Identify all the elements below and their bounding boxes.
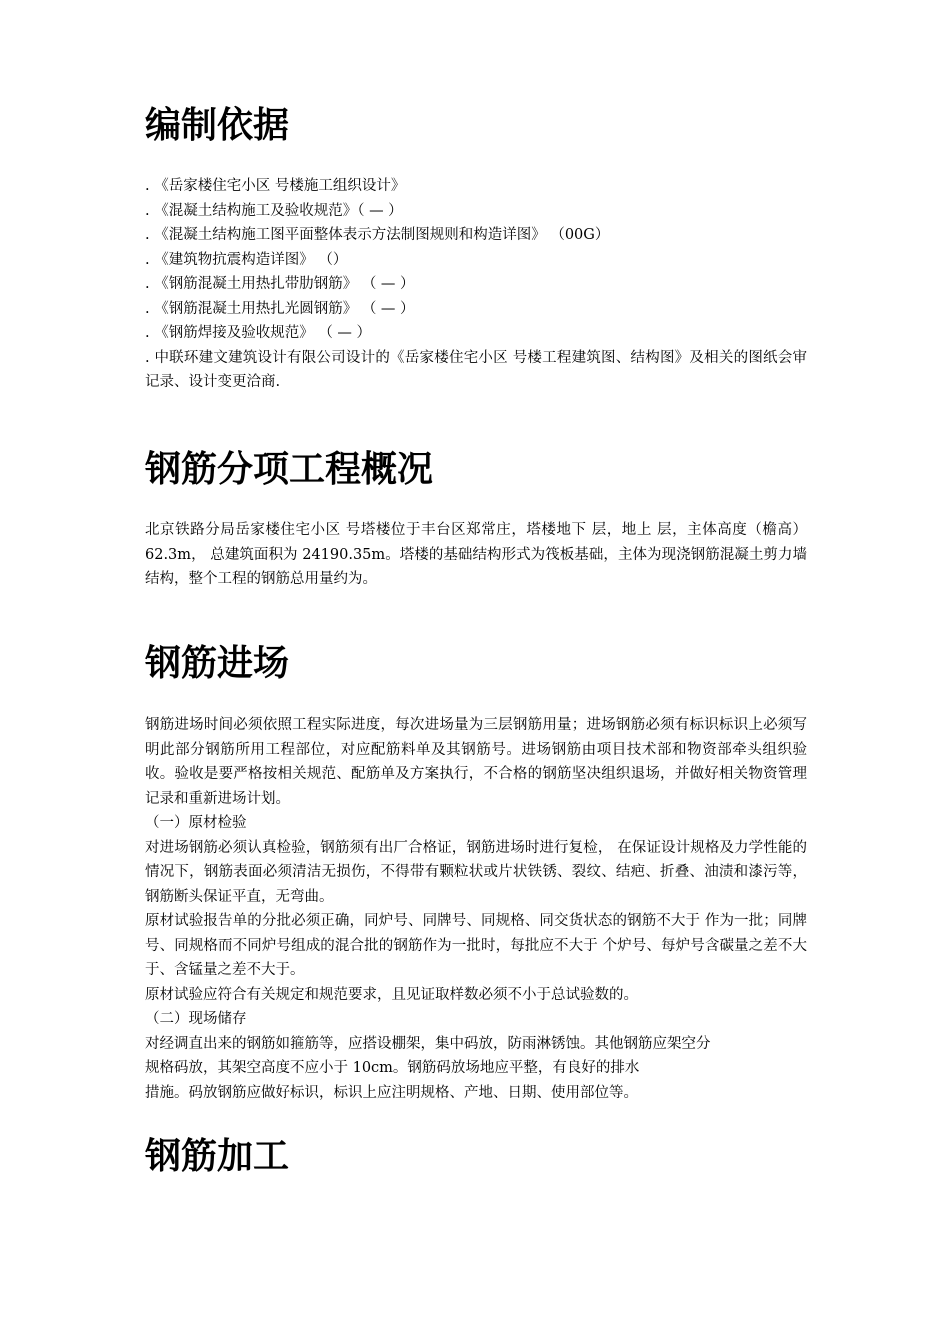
list-item: . 《混凝土结构施工图平面整体表示方法制图规则和构造详图》 （00G）	[145, 227, 610, 243]
sampling-paragraph: 原材试验应符合有关规定和规范要求，且见证取样数必须不小于总试验数的。	[145, 986, 638, 1003]
storage-line: 措施。码放钢筋应做好标识，标识上应注明规格、产地、日期、使用部位等。	[145, 1084, 638, 1101]
inspection-paragraph: 对进场钢筋必须认真检验，钢筋须有出厂合格证，钢筋进场时进行复检， 在保证设计规格及力学性能的情况下，钢筋表面必须清洁无损伤，不得带有颗粒状或片状铁锈、裂纹、结疤、折叠、油渍和漆污等，钢筋断头保证平直，无弯曲。	[145, 839, 807, 905]
test-report-paragraph: 原材试验报告单的分批必须正确，同炉号、同牌号、同规格、同交货状态的钢筋不大于 作为一批；同牌号、同规格而不同炉号组成的混合批的钢筋作为一批时，每批应不大于 个炉号、每炉号含碳量之差不大于、含锰量之差不大于。	[145, 913, 807, 978]
overview-text	[145, 518, 807, 592]
heading-compilation-basis: 编制依据	[145, 105, 290, 146]
list-item: . 《建筑物抗震构造详图》 （）	[145, 251, 348, 268]
heading-rebar-arrival: 钢筋进场	[145, 643, 290, 684]
list-item: . 《岳家楼住宅小区 号楼施工组织设计》	[145, 178, 406, 194]
subheading-raw-material-inspection: （一）原材检验	[145, 815, 247, 831]
overview-paragraph: 北京铁路分局岳家楼住宅小区 号塔楼位于丰台区郑常庄，塔楼地下 层，地上 层，主体高度（檐高）62.3m， 总建筑面积为 24190.35m。塔楼的基础结构形式为筏板基础，主体为现浇钢筋混凝土剪力墙结构，整个工程的钢筋总用量约为。	[145, 522, 807, 587]
arrival-text	[145, 713, 807, 1105]
list-item: . 《混凝土结构施工及验收规范》（ — ）	[145, 202, 403, 219]
list-item: . 《钢筋焊接及验收规范》 （ — ）	[145, 325, 372, 341]
heading-project-overview: 钢筋分项工程概况	[145, 449, 434, 490]
storage-line: 对经调直出来的钢筋如箍筋等，应搭设棚架，集中码放，防雨淋锈蚀。其他钢筋应架空分	[145, 1035, 711, 1052]
subheading-site-storage: （二）现场储存	[145, 1011, 247, 1027]
arrival-intro: 钢筋进场时间必须依照工程实际进度，每次进场量为三层钢筋用量；进场钢筋必须有标识标识上必须写明此部分钢筋所用工程部位，对应配筋料单及其钢筋号。进场钢筋由项目技术部和物资部牵头组织验收。验收是要严格按相关规范、配筋单及方案执行，不合格的钢筋坚决组织退场，并做好相关物资管理记录和重新进场计划。	[145, 717, 807, 807]
list-item: . 《钢筋混凝土用热扎带肋钢筋》 （ — ）	[145, 276, 415, 292]
basis-list	[145, 174, 807, 395]
heading-rebar-processing: 钢筋加工	[145, 1136, 290, 1177]
list-item: . 中联环建文建筑设计有限公司设计的《岳家楼住宅小区 号楼工程建筑图、结构图》及相关的图纸会审记录、设计变更洽商.	[145, 349, 807, 390]
list-item: . 《钢筋混凝土用热扎光圆钢筋》 （ — ）	[145, 300, 415, 317]
storage-line: 规格码放，其架空高度不应小于 10cm。钢筋码放场地应平整，有良好的排水	[145, 1060, 640, 1076]
